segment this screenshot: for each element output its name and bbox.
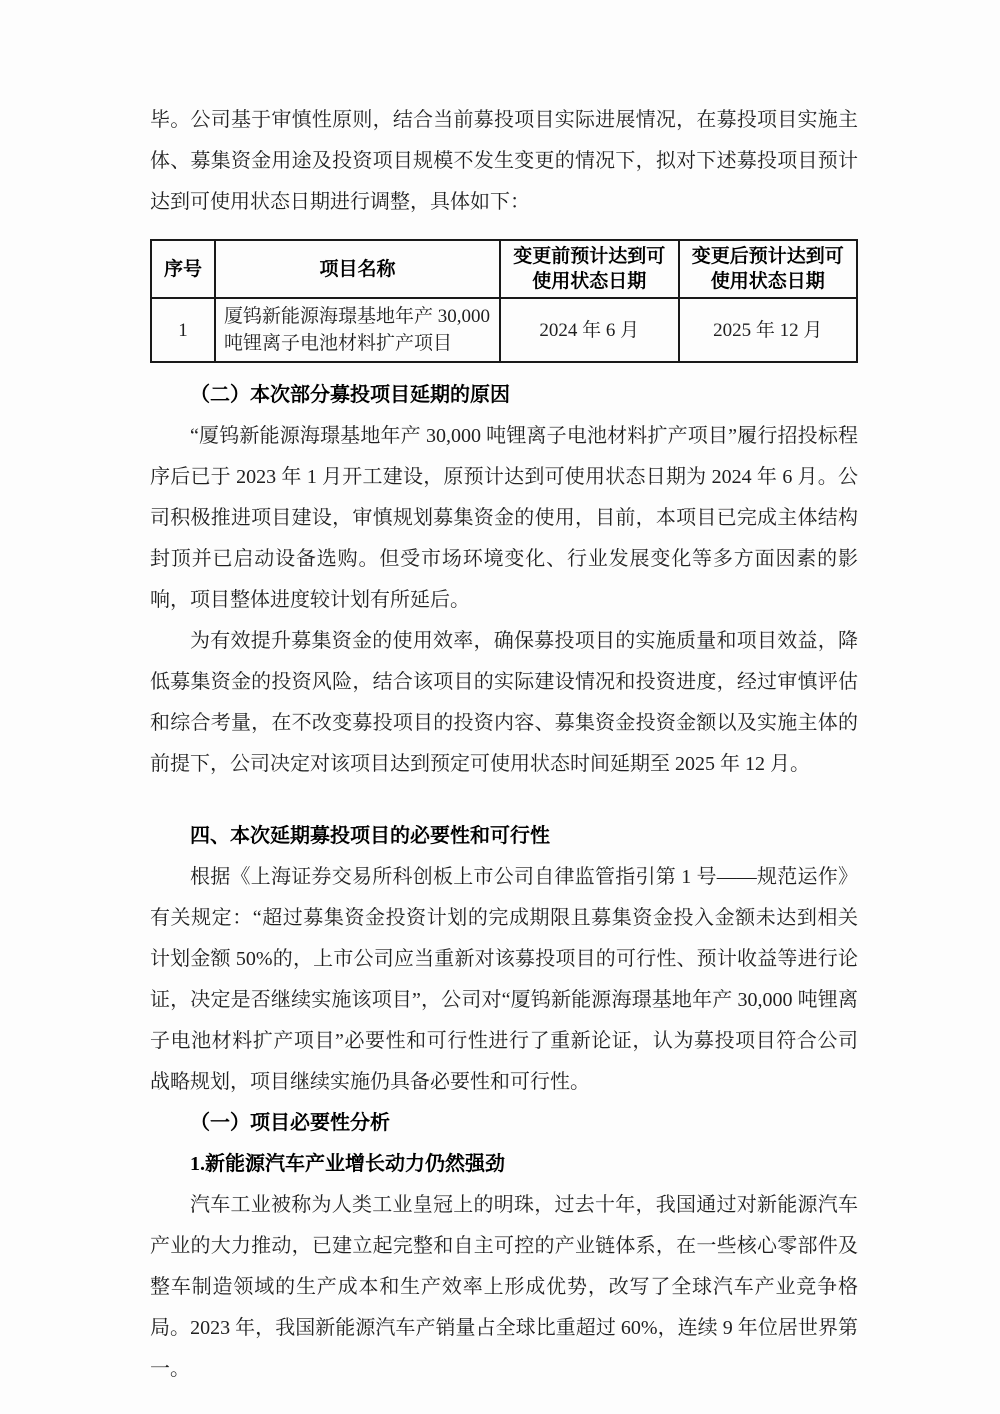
- table-row: [151, 298, 857, 362]
- ev-industry-paragraph: 汽车工业被称为人类工业皇冠上的明珠，过去十年，我国通过对新能源汽车产业的大力推动，已建立起完整和自主可控的产业链体系，在一些核心零部件及整车制造领域的生产成本和生产效率上形成优势，改写了全球汽车产业竞争格局。2023 年，我国新能源汽车产销量占全球比重超过 60%，连续 9 年位居世界第一。: [150, 1194, 858, 1380]
- necessity-regulation-paragraph: 根据《上海证券交易所科创板上市公司自律监管指引第 1 号——规范运作》有关规定：“超过募集资金投资计划的完成期限且募集资金投入金额未达到相关计划金额 50%的，上市公司应当重新对该募投项目的可行性、预计收益等进行论证，决定是否继续实施该项目”，公司对“厦钨新能源海璟基地年产 30,000 吨锂离子电池材料扩产项目”必要性和可行性进行了重新论证，认为募投项目符合公司战略规划，项目继续实施仍具备必要性和可行性。: [150, 866, 858, 1093]
- cell-row-index: 1: [151, 298, 215, 362]
- delay-reason-paragraph-2: 为有效提升募集资金的使用效率，确保募投项目的实施质量和项目效益，降低募集资金的投资风险，结合该项目的实际建设情况和投资进度，经过审慎评估和综合考量，在不改变募投项目的投资内容、募集资金投资金额以及实施主体的前提下，公司决定对该项目达到预定可使用状态时间延期至 2025 年 12 月。: [150, 630, 858, 775]
- section-heading-necessity-feasibility: 四、本次延期募投项目的必要性和可行性: [190, 825, 550, 847]
- subsection-heading-necessity-analysis: （一）项目必要性分析: [190, 1112, 390, 1134]
- header-cell-project-name: 项目名称: [215, 240, 500, 298]
- document-content: [150, 0, 858, 1390]
- point-heading-ev-industry-growth: 1.新能源汽车产业增长动力仍然强劲: [190, 1153, 505, 1175]
- section-heading-delay-reason: （二）本次部分募投项目延期的原因: [190, 384, 510, 406]
- delay-reason-paragraph-1: “厦钨新能源海璟基地年产 30,000 吨锂离子电池材料扩产项目”履行招投标程序后已于 2023 年 1 月开工建设，原预计达到可使用状态日期为 2024 年 6 月。公司积极推进项目建设，审慎规划募集资金的使用，目前，本项目已完成主体结构封顶并已启动设备选购。但受市场环境变化、行业发展变化等多方面因素的影响，项目整体进度较计划有所延后。: [150, 425, 858, 611]
- cell-date-after-change: 2025 年 12 月: [679, 298, 857, 362]
- cell-project-name: 厦钨新能源海璟基地年产 30,000 吨锂离子电池材料扩产项目: [215, 298, 500, 362]
- intro-paragraph: 毕。公司基于审慎性原则，结合当前募投项目实际进展情况，在募投项目实施主体、募集资金用途及投资项目规模不发生变更的情况下，拟对下述募投项目预计达到可使用状态日期进行调整，具体如下：: [150, 109, 858, 213]
- header-cell-index: 序号: [151, 240, 215, 298]
- cell-date-before-change: 2024 年 6 月: [500, 298, 678, 362]
- header-cell-date-after-change: 变更后预计达到可使用状态日期: [679, 240, 857, 298]
- header-cell-date-before-change: 变更前预计达到可使用状态日期: [500, 240, 678, 298]
- table-header-row: [151, 240, 857, 298]
- project-delay-table: [150, 239, 858, 363]
